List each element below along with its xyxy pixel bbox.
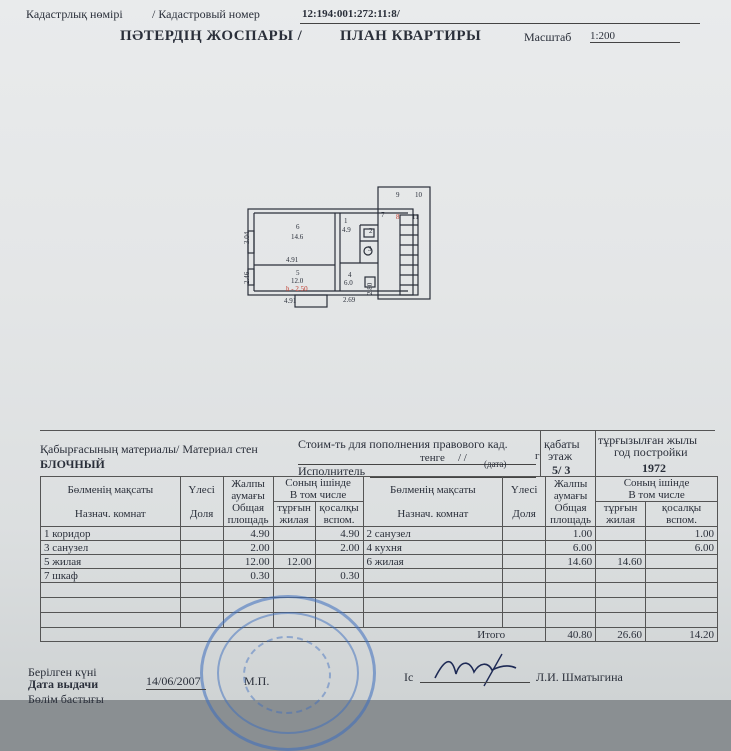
cell-living <box>596 527 646 541</box>
floor-value: 5/ 3 <box>552 463 571 477</box>
cell-room-name <box>363 569 503 583</box>
header-aux-left: қосалқы вспом. <box>315 502 363 527</box>
room5-area: 12.0 <box>291 277 304 285</box>
header-living-left: тұрғын жилая <box>273 502 315 527</box>
cell-room-name: 5 жилая <box>41 555 181 569</box>
cadastral-underline <box>300 23 700 24</box>
room3-num: 3 <box>368 245 372 253</box>
dim-304: 3.04 <box>243 231 251 244</box>
cell-aux <box>646 555 718 569</box>
year-label-ru: год постройки <box>614 445 688 459</box>
scale-value: 1:200 <box>590 30 680 43</box>
cell-total: 2.00 <box>223 541 273 555</box>
cell-total: 0.30 <box>223 569 273 583</box>
table-total-row <box>41 628 718 642</box>
room5-height: h - 2.50 <box>286 285 308 293</box>
cell-aux: 4.90 <box>315 527 363 541</box>
cell-room-name: 4 кухня <box>363 541 503 555</box>
cell-living <box>273 569 315 583</box>
floor-plan <box>240 185 465 335</box>
year-suffix: г <box>535 450 540 462</box>
dim-491a: 4.91 <box>286 256 299 264</box>
info-divider-2 <box>595 430 596 476</box>
wall-material-label: Қабырғасының материалы/ Материал стен <box>40 442 258 456</box>
executor-label: Исполнитель <box>298 464 366 478</box>
date-hint: (дата) <box>484 459 507 469</box>
room1-num: 1 <box>344 217 348 225</box>
cell-total: 14.60 <box>546 555 596 569</box>
cell-total: 6.00 <box>546 541 596 555</box>
signature-line <box>420 682 530 683</box>
date-separators: / / <box>458 452 467 464</box>
scale-label: Масштаб <box>524 30 572 44</box>
table-row <box>41 555 718 569</box>
stairwell-outline <box>378 187 430 299</box>
cell-living <box>596 541 646 555</box>
table-row <box>41 527 718 541</box>
tenge-label: тенге <box>420 452 445 464</box>
plan-outline <box>248 209 413 295</box>
room6-area: 14.6 <box>291 233 304 241</box>
cadastral-label-ru: / Кадастровый номер <box>152 7 260 21</box>
total-aux: 14.20 <box>646 628 718 642</box>
info-top-rule <box>40 430 715 431</box>
cadastral-number: 12:194:001:272:11:8/ <box>302 8 400 20</box>
room5-num: 5 <box>296 269 300 277</box>
table-header-row-1 <box>41 477 718 502</box>
dim-269: 2.69 <box>343 296 356 304</box>
dept-head-label: Бөлім бастығы <box>28 692 104 706</box>
header-purpose-left: Бөлменің мақсаты Назнач. комнат <box>41 477 181 527</box>
stair-8: 8 <box>396 213 400 221</box>
cell-total <box>546 569 596 583</box>
official-stamp <box>200 595 376 751</box>
cell-total: 4.90 <box>223 527 273 541</box>
room4-num: 4 <box>348 271 352 279</box>
cell-aux: 1.00 <box>646 527 718 541</box>
issued-label-ru: Дата выдачи <box>28 677 99 691</box>
stair-9: 9 <box>396 191 400 199</box>
title-kz: ПӘТЕРДІҢ ЖОСПАРЫ / <box>120 28 303 44</box>
cost-label: Стоим-ть для пополнения правового кад. <box>298 437 508 451</box>
header-total-right: Жалпы аумағы Общая площадь <box>546 477 596 527</box>
cell-room-name: 6 жилая <box>363 555 503 569</box>
room1-area: 4.9 <box>342 226 351 234</box>
header-purpose-right: Бөлменің мақсаты Назнач. комнат <box>363 477 503 527</box>
issued-label-kz: Берілген күні <box>28 665 97 679</box>
cell-aux: 6.00 <box>646 541 718 555</box>
total-living: 26.60 <box>596 628 646 642</box>
room7-num: 7 <box>381 211 385 219</box>
header-share-right: Үлесі Доля <box>503 477 546 527</box>
cell-living <box>596 569 646 583</box>
total-label: Итого <box>41 628 546 642</box>
floor-label-ru: этаж <box>548 449 573 463</box>
dim-246: 2.46 <box>243 271 251 284</box>
dim-491b: 4.91 <box>284 297 297 305</box>
header-total-left: Жалпы аумағы Общая площадь <box>223 477 273 527</box>
cell-aux: 2.00 <box>315 541 363 555</box>
wall-material-value: БЛОЧНЫЙ <box>40 457 105 471</box>
cell-aux: 0.30 <box>315 569 363 583</box>
mp-label: М.П. <box>244 674 270 688</box>
header-living-right: тұрғын жилая <box>596 502 646 527</box>
cell-aux <box>646 569 718 583</box>
table-row <box>41 569 718 583</box>
cell-aux <box>315 555 363 569</box>
title-ru: ПЛАН КВАРТИРЫ <box>340 28 482 44</box>
header-aux-right: қосалқы вспом. <box>646 502 718 527</box>
cell-living: 12.00 <box>273 555 315 569</box>
signer-name: Л.И. Шматыгина <box>536 670 623 684</box>
rooms-table <box>40 476 718 642</box>
header-share-left: Үлесі Доля <box>180 477 223 527</box>
cell-room-name: 2 санузел <box>363 527 503 541</box>
cell-living <box>273 541 315 555</box>
cell-room-name: 1 коридор <box>41 527 181 541</box>
header-incl-right: Соның ішінде В том числе <box>596 477 718 502</box>
stair-10: 10 <box>415 191 422 199</box>
is-label: Іс <box>404 670 414 684</box>
stair-11: 11 <box>412 213 419 221</box>
room4-area: 6.0 <box>344 279 353 287</box>
cell-room-name: 3 санузел <box>41 541 181 555</box>
table-row <box>41 541 718 555</box>
cell-living: 14.60 <box>596 555 646 569</box>
room6-num: 6 <box>296 223 300 231</box>
total-area: 40.80 <box>546 628 596 642</box>
dim-280: 2.80 <box>366 282 374 295</box>
floor-label-kz: қабаты <box>544 437 580 451</box>
cell-living <box>273 527 315 541</box>
cadastral-label-kz: Кадастрлық нөмірі <box>26 7 123 21</box>
room2-num: 2 <box>369 227 373 235</box>
info-divider-1 <box>540 430 541 476</box>
cell-room-name: 7 шкаф <box>41 569 181 583</box>
year-label-kz: тұрғызылған жылы <box>598 433 698 447</box>
header-incl-left: Соның ішінде В том числе <box>273 477 363 502</box>
issued-date: 14/06/2007 <box>146 674 206 690</box>
cell-total: 1.00 <box>546 527 596 541</box>
year-value: 1972 <box>642 461 666 475</box>
cell-total: 12.00 <box>223 555 273 569</box>
